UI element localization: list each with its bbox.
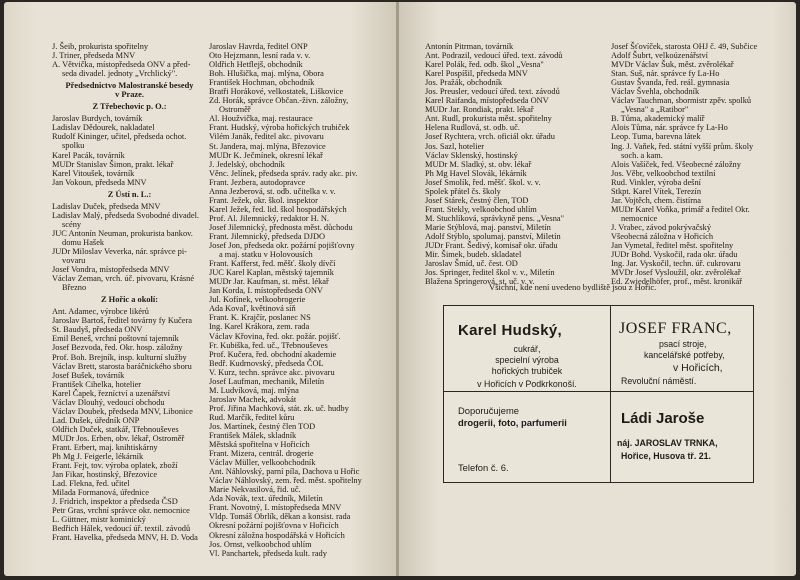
list-entry: Adolf Šubrt, velkoúzenářství bbox=[611, 51, 708, 61]
list-entry: JUDr Miloslav Veverka, nár. správce pi- bbox=[52, 246, 187, 256]
ad-ladi-jarose bbox=[611, 392, 753, 482]
list-entry: MUDr Karel Voňka, primář a ředitel Okr. bbox=[611, 204, 750, 214]
ad-jarose-line2: Hořice, Husova tř. 21. bbox=[621, 451, 711, 461]
list-entry: Frant. K. Krajčír, poslanec NS bbox=[209, 313, 311, 323]
list-entry: Jaroslav Šmíd, uč. čest. OD bbox=[425, 259, 518, 269]
list-entry: Okresní záložna hospodářská v Hořicích bbox=[209, 530, 345, 540]
list-entry: Václav Müller, velkoobchodník bbox=[209, 458, 316, 468]
ad-franc-line2: kancelářské potřeby, bbox=[644, 350, 725, 360]
list-entry: Mir. Šimek, budeb. skladatel bbox=[425, 250, 522, 260]
ad-drogerie-line2: drogerii, foto, parfumerii bbox=[458, 417, 567, 428]
list-entry: JUDr Bohd. Vyskočil, rada okr. úřadu bbox=[611, 250, 738, 260]
list-entry: Zd. Horák, správce Občan.-živn. záložny, bbox=[209, 96, 349, 106]
list-entry: Helena Rudlová, st. odb. uč. bbox=[425, 123, 520, 133]
list-entry: Fr. Kubiška, řed. uč., Třebnouševes bbox=[209, 340, 328, 350]
list-entry: Předsednictvo Malostranské besedy bbox=[65, 81, 194, 91]
list-entry: J. Jedelský, obchodník bbox=[209, 159, 285, 169]
list-entry: Ing. Karel Krákora, zem. rada bbox=[209, 322, 310, 332]
ad-drogerie bbox=[444, 392, 611, 482]
list-entry: „Vesna" a „Ratibor" bbox=[621, 105, 689, 115]
list-entry: Frant. Erbert, maj. knihtiskárny bbox=[52, 442, 158, 452]
list-entry: Al. Houžvička, maj. restaurace bbox=[209, 114, 313, 124]
list-entry: J. Vrabec, závod pokrývačský bbox=[611, 222, 712, 232]
list-entry: JUC Antonín Neuman, prokurista bankov. bbox=[52, 228, 193, 238]
list-entry: Karel Pacák, továrník bbox=[52, 150, 125, 160]
list-entry: Gustav Švanda, řed. reál. gymnasia bbox=[611, 78, 730, 88]
list-entry: Emil Beneš, vrchní poštovní tajemník bbox=[52, 334, 179, 344]
list-entry: spolku bbox=[62, 141, 85, 151]
list-entry: Frant. Mizera, centrál. drogerie bbox=[209, 449, 314, 459]
list-entry: Jaroslav Havrda, ředitel ONP bbox=[209, 42, 308, 51]
list-entry: Jos. Sazl, hotelier bbox=[425, 141, 485, 151]
right-column-1 bbox=[425, 42, 605, 286]
list-entry: Ant. Rudl, prokurista měst. spořitelny bbox=[425, 114, 552, 124]
list-entry: B. Tůma, akademický malíř bbox=[611, 114, 705, 124]
list-entry: Spolek přátel čs. školy bbox=[425, 186, 501, 196]
list-entry: Jaroslav Bartoš, ředitel továrny fy Kučera bbox=[52, 316, 192, 326]
list-entry: Frant. Ježek, okr. škol. inspektor bbox=[209, 195, 318, 205]
list-entry: J. Fridrich, inspektor a předseda ČSD bbox=[52, 497, 178, 507]
left-column-1 bbox=[52, 42, 207, 542]
right-page bbox=[399, 2, 796, 576]
list-entry: Ada Novák, text. úředník, Miletín bbox=[209, 494, 323, 504]
list-entry: Petr Gras, vrchní správce okr. nemocnice bbox=[52, 506, 190, 516]
list-entry: Jos. Ornst, velkoobchod uhlím bbox=[209, 539, 312, 549]
advertisements-box bbox=[443, 305, 754, 483]
list-entry: Václav Brett, starosta baráčnického sboru bbox=[52, 361, 192, 371]
right-column-2 bbox=[611, 42, 786, 286]
list-entry: Stkpt. Karel Vítek, Terezín bbox=[611, 186, 702, 196]
list-entry: Jar. Vojtěch, chem. čistírna bbox=[611, 195, 701, 205]
list-entry: soch. a kam. bbox=[621, 150, 663, 160]
list-entry: Všeobecná záložna v Hořicích bbox=[611, 231, 714, 241]
list-entry: František Málek, skladník bbox=[209, 431, 297, 441]
ad-drogerie-line1: Doporučujeme bbox=[458, 405, 519, 416]
list-entry: Ing. J. Vaňek, řed. státní vyšší prům. školy bbox=[611, 141, 754, 151]
list-entry: JUDr Frant. Šedivý, komisař okr. úřadu bbox=[425, 241, 558, 251]
list-entry: Ant. Adamec, výrobce likérů bbox=[52, 307, 149, 317]
list-entry: Boh. Hlušička, maj. mlýna, Obora bbox=[209, 69, 324, 79]
list-entry: Jos. Martínek, čestný člen TOD bbox=[209, 421, 316, 431]
list-entry: Václav Dlouhý, vedoucí obchodu bbox=[52, 397, 165, 407]
ad-jarose-name: Ládi Jaroše bbox=[621, 410, 705, 427]
list-entry: Karel Čapek, řezníctví a uzenářství bbox=[52, 388, 170, 398]
list-entry: Lad. Dušek, úředník ONP bbox=[52, 415, 140, 425]
list-entry: Karel Vitoušek, továrník bbox=[52, 168, 135, 178]
ad-franc-line1: psací stroje, bbox=[659, 339, 707, 349]
list-entry: Ladislav Dědourek, nakladatel bbox=[52, 123, 155, 133]
list-entry: Alois Tůma, nár. správce fy La-Ho bbox=[611, 123, 728, 133]
list-entry: Rud. Vinkler, výroba dešní bbox=[611, 177, 701, 187]
list-entry: Václav Švehla, obchodník bbox=[611, 87, 700, 97]
ad-franc-line3: v Hořicích, bbox=[673, 362, 723, 374]
list-entry: MUDr M. Sladký, st. obv. lékař bbox=[425, 159, 532, 169]
ad-hudsky-line1: cukrář, bbox=[513, 344, 541, 354]
list-entry: Václav Doubek, předseda MNV, Libonice bbox=[52, 406, 193, 416]
list-entry: Ladislav Malý, předseda Svobodné divadel. bbox=[52, 210, 199, 220]
list-entry: Josef Rychtera, vrch. oficiál okr. úřadu bbox=[425, 132, 555, 142]
list-entry: Josef Laufman, mechanik, Miletín bbox=[209, 376, 325, 386]
list-entry: Adolf Stýblo, spolumaj. panství, Miletín bbox=[425, 231, 561, 241]
list-entry: Jan Vokoun, předseda MNV bbox=[52, 177, 147, 187]
list-entry: Frant. Hudský, výroba hořických trubiček bbox=[209, 123, 350, 133]
list-entry: Vilém Janák, ředitel akc. pivovaru bbox=[209, 132, 324, 142]
ad-jarose-line1: náj. JAROSLAV TRNKA, bbox=[617, 438, 718, 448]
list-entry: Frant. Kafferst, řed. měšť. školy dívčí bbox=[209, 259, 336, 269]
list-entry: St. Baudyš, předseda ONV bbox=[52, 325, 143, 335]
list-entry: Frant. Stekly, velkoobchod uhlím bbox=[425, 204, 537, 214]
list-entry: František Cihelka, hotelier bbox=[52, 379, 142, 389]
list-entry: Antonín Pitrman, továrník bbox=[425, 42, 514, 51]
list-entry: M. Ludvíková, maj. mlýna bbox=[209, 385, 299, 395]
list-entry: Frant. Havelka, předseda MNV, H. D. Voda bbox=[52, 533, 198, 543]
list-entry: A. Větvička, místopředseda ONV a před- bbox=[52, 60, 191, 70]
list-entry: Ed. Zwiedelhöfer, prof., měst. kronikář bbox=[611, 277, 743, 287]
list-entry: Frant. Fejt, tov. výroba oplatek, zboží bbox=[52, 461, 178, 471]
ad-hudsky-line2: specielní výroba bbox=[495, 355, 559, 365]
ad-hudsky-line3: hořických trubiček bbox=[491, 366, 563, 376]
list-entry: J. Triner, předseda MNV bbox=[52, 51, 136, 61]
list-entry: Stan. Suš, nár. správce fy La-Ho bbox=[611, 69, 720, 79]
ad-hudsky-name: Karel Hudský, bbox=[458, 322, 562, 339]
list-entry: Z Hořic a okolí: bbox=[101, 295, 158, 305]
list-entry: Bedř. Kudrnovský, předseda ČOL bbox=[209, 358, 324, 368]
list-entry: St. Jandera, maj. mlýna, Březovice bbox=[209, 141, 326, 151]
list-entry: L. Güttner, mistr kominický bbox=[52, 515, 146, 525]
ad-drogerie-phone: Telefon č. 6. bbox=[458, 462, 509, 473]
left-page bbox=[4, 2, 397, 576]
list-entry: Rud. Marčík, ředitel kůru bbox=[209, 412, 295, 422]
list-entry: scény bbox=[62, 219, 82, 229]
list-entry: Okresní požární pojišťovna v Hořicích bbox=[209, 521, 339, 531]
list-entry: domu Hašek bbox=[62, 237, 105, 247]
list-entry: Josef Bušek, továrník bbox=[52, 370, 125, 380]
list-entry: Karel Pospíšil, předseda MNV bbox=[425, 69, 528, 79]
list-entry: seda divadel. jednoty „Vrchlický". bbox=[62, 69, 178, 79]
list-entry: vovaru bbox=[62, 256, 86, 266]
list-entry: Milada Formanová, úřednice bbox=[52, 488, 149, 498]
ad-franc-line4: Revoluční náměstí. bbox=[621, 376, 697, 386]
list-entry: Václav Náhlovský, zem. řed. měst. spořitelny bbox=[209, 476, 362, 486]
list-entry: Ph Mg Havel Slovák, lékárník bbox=[425, 168, 527, 178]
list-entry: Jos. Springer, ředitel škol v. v., Miletín bbox=[425, 268, 555, 278]
list-entry: Vldp. Tomáš Obrlík, děkan a konsist. rada bbox=[209, 512, 351, 522]
list-entry: MUDr Stanislav Šimon, prakt. lékař bbox=[52, 159, 174, 169]
list-entry: Vl. Panchartek, předseda kult. rady bbox=[209, 548, 327, 558]
ad-josef-franc bbox=[611, 306, 753, 392]
list-entry: MVDr Václav Šuk, měst. zvěrolékař bbox=[611, 60, 734, 70]
list-entry: Josef Jon, předseda okr. požární pojišťovny bbox=[209, 241, 355, 251]
list-entry: Václav Křovina, řed. okr. požár. pojišť. bbox=[209, 331, 341, 341]
list-entry: Ing. Jar. Vyskočil, techn. úř. cukrovaru bbox=[611, 259, 741, 269]
list-entry: MUDr K. Ječmínek, okresní lékař bbox=[209, 150, 323, 160]
list-entry: Alois Vašíček, řed. Všeobecné záložny bbox=[611, 159, 741, 169]
list-entry: Václav Zeman, vrch. úč. pivovaru, Krásné bbox=[52, 274, 195, 284]
list-entry: Karel Ježek, řed. lid. škol hospodářských bbox=[209, 204, 347, 214]
list-entry: v Praze. bbox=[115, 90, 144, 100]
left-column-2 bbox=[209, 42, 379, 558]
list-entry: Frant. Jezbera, autodopravce bbox=[209, 177, 306, 187]
list-entry: Václav Tauchman, sbormistr zpěv. spolků bbox=[611, 96, 752, 106]
list-entry: Jan Fikar, hostinský, Březovice bbox=[52, 470, 158, 480]
list-entry: Z Ústí n. L.: bbox=[107, 189, 152, 199]
list-entry: Leop. Tuma, barevna látek bbox=[611, 132, 701, 142]
list-entry: Josef Stárek, čestný člen, TOD bbox=[425, 195, 529, 205]
ad-hudsky-line4: v Hořicích v Podkrkonoší. bbox=[477, 379, 577, 389]
list-entry: Jul. Kofínek, velkoobrogerie bbox=[209, 295, 306, 305]
list-entry: Josef Vondra, místopředseda MNV bbox=[52, 265, 170, 275]
list-entry: Městská spořitelna v Hořicích bbox=[209, 440, 310, 450]
list-entry: Prof. Al. Jilemnický, redaktor H. N. bbox=[209, 213, 330, 223]
list-entry: MUDr Jar. Kaufman, st. měst. lékař bbox=[209, 277, 329, 287]
list-entry: Prof. Kučera, řed. obchodní akademie bbox=[209, 349, 337, 359]
list-entry: Jos. Pražák, obchodník bbox=[425, 78, 503, 88]
list-entry: Březno bbox=[62, 283, 87, 293]
list-entry: Rudolf Kininger, učitel, předseda ochot. bbox=[52, 132, 187, 142]
list-entry: Jan Vymetal, ředitel měst. spořitelny bbox=[611, 241, 734, 251]
list-entry: Jos. Věbr, velkoobchod textilní bbox=[611, 168, 716, 178]
list-entry: Anna Jezberová, st. odb. učitelka v. v. bbox=[209, 186, 336, 196]
list-entry: Josef Bezvoda, řed. Okr. hosp. záložny bbox=[52, 343, 183, 353]
list-entry: Jan Korda, I. místopředseda ONV bbox=[209, 286, 323, 296]
list-entry: Z Třebechovic p. O.: bbox=[92, 102, 167, 112]
list-entry: Ostroměř bbox=[219, 105, 251, 115]
list-entry: Josef Šťovíček, starosta OHJ č. 49, Subčice bbox=[611, 42, 758, 51]
list-entry: MUDr Jos. Erben, obv. lékař, Ostroměř bbox=[52, 433, 185, 443]
list-entry: Prof. Jiřina Machková, stát. zk. uč. hudby bbox=[209, 403, 349, 413]
list-entry: Josef Smolík, řed. měšť. škol. v. v. bbox=[425, 177, 541, 187]
list-entry: Prof. Boh. Brejník, insp. kulturní služby bbox=[52, 352, 187, 362]
list-entry: Frant. Novotný, I. místopředseda MNV bbox=[209, 503, 342, 513]
list-entry: Marie Stýblová, maj. panství, Miletín bbox=[425, 222, 551, 232]
list-entry: Oldřich Duček, statkář, Třebnouševes bbox=[52, 424, 179, 434]
list-entry: Jaroslav Burdych, továrník bbox=[52, 114, 143, 124]
list-entry: František Hochman, obchodník bbox=[209, 78, 315, 88]
closing-note: Všichni, kde není uvedeno bydliště jsou z Hořic. bbox=[489, 282, 657, 292]
ad-karel-hudsky bbox=[444, 306, 611, 392]
list-entry: Frant. Jilemnický, předseda DJDO bbox=[209, 231, 326, 241]
list-entry: J. Šeib, prokurista spořitelny bbox=[52, 42, 149, 51]
list-entry: JUC Karel Kaplan, městský tajemník bbox=[209, 268, 334, 278]
list-entry: Oldřich Hetflejš, obchodník bbox=[209, 60, 303, 70]
list-entry: V. Kurz, techn. správce akc. pivovaru bbox=[209, 367, 335, 377]
list-entry: a maj. statku v Holovousích bbox=[219, 250, 313, 260]
list-entry: Lad. Flekna, řed. učitel bbox=[52, 479, 130, 489]
list-entry: Josef Jilemnický, přednosta měst. důchodu bbox=[209, 222, 353, 232]
list-entry: nemocnice bbox=[621, 213, 658, 223]
list-entry: Ant. Náhlovský, parní píla, Dachova u Hořic bbox=[209, 467, 360, 477]
list-entry: M. Stuchlíková, správkyně pens. „Vesna" bbox=[425, 213, 565, 223]
list-entry: Blažena Springerová, st. uč. v. v. bbox=[425, 277, 535, 287]
list-entry: Ladislav Duček, předseda MNV bbox=[52, 201, 161, 211]
ad-franc-name: JOSEF FRANC, bbox=[619, 320, 732, 337]
list-entry: Ant. Podrazil, vedoucí úřed. text. závodů bbox=[425, 51, 563, 61]
list-entry: Věnc. Jelínek, předseda správ. rady akc. piv. bbox=[209, 168, 358, 178]
list-entry: Václav Sklenský, hostinský bbox=[425, 150, 518, 160]
list-entry: Bratři Horákové, velkostatek, Liškovice bbox=[209, 87, 344, 97]
list-entry: Bedřich Hálek, vedoucí úř. textil. závodů bbox=[52, 524, 191, 534]
list-entry: Karel Raifanda, místopředseda ONV bbox=[425, 96, 549, 106]
list-entry: Ada Kovaľ, květinová síň bbox=[209, 304, 296, 314]
list-entry: Jos. Preusler, vedoucí úřed. text. závodů bbox=[425, 87, 560, 97]
list-entry: Oto Hejzmann, lesní rada v. v. bbox=[209, 51, 311, 61]
list-entry: MUDr Jar. Rondiak, prakt. lékař bbox=[425, 105, 534, 115]
list-entry: MVDr Josef Vysloužil, okr. zvěrolékař bbox=[611, 268, 741, 278]
list-entry: Marie Nekvasilová, řid. uč. bbox=[209, 485, 301, 495]
list-entry: Jaroslav Machek, advokát bbox=[209, 394, 297, 404]
list-entry: Ph Mg J. Feigerle, lékárník bbox=[52, 452, 144, 462]
list-entry: Karel Polák, řed. odb. škol „Vesna" bbox=[425, 60, 544, 70]
